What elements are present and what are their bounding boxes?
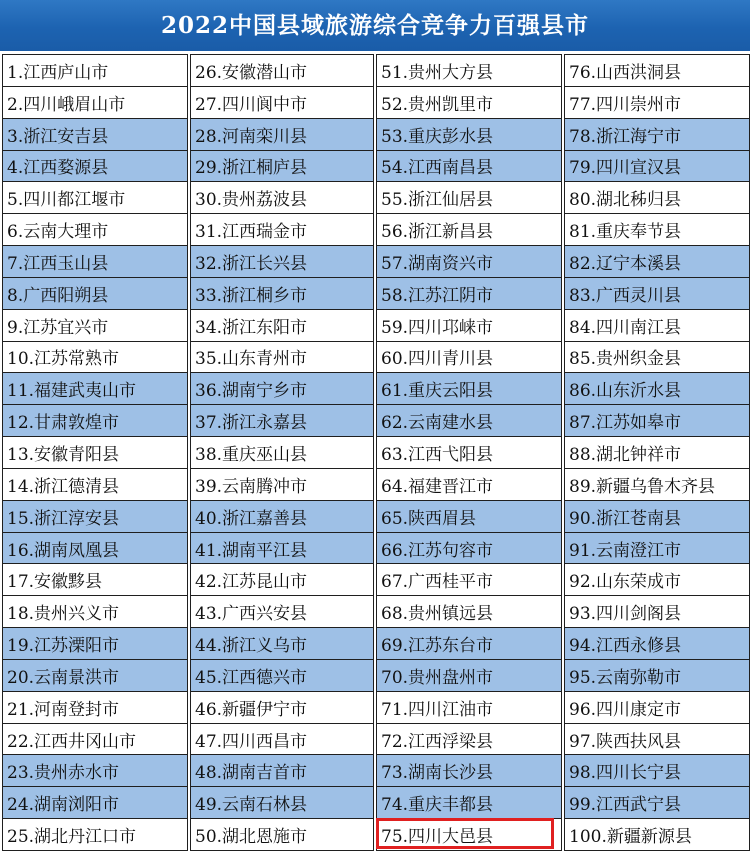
ranking-column bbox=[190, 54, 374, 851]
ranking-cell: 74.重庆丰都县 bbox=[377, 787, 561, 819]
ranking-cell: 40.浙江嘉善县 bbox=[191, 501, 373, 533]
ranking-cell: 53.重庆彭水县 bbox=[377, 119, 561, 151]
ranking-cell: 59.四川邛崃市 bbox=[377, 310, 561, 342]
ranking-cell: 34.浙江东阳市 bbox=[191, 310, 373, 342]
ranking-cell: 30.贵州荔波县 bbox=[191, 182, 373, 214]
ranking-cell: 28.河南栾川县 bbox=[191, 119, 373, 151]
ranking-cell: 47.四川西昌市 bbox=[191, 724, 373, 756]
ranking-cell: 87.江苏如皋市 bbox=[565, 405, 749, 437]
ranking-cell: 85.贵州织金县 bbox=[565, 342, 749, 374]
ranking-cell: 67.广西桂平市 bbox=[377, 564, 561, 596]
ranking-cell: 79.四川宣汉县 bbox=[565, 151, 749, 183]
ranking-cell: 68.贵州镇远县 bbox=[377, 596, 561, 628]
ranking-cell: 36.湖南宁乡市 bbox=[191, 373, 373, 405]
ranking-cell: 83.广西灵川县 bbox=[565, 278, 749, 310]
ranking-cell: 45.江西德兴市 bbox=[191, 660, 373, 692]
ranking-cell: 69.江苏东台市 bbox=[377, 628, 561, 660]
ranking-cell: 99.江西武宁县 bbox=[565, 787, 749, 819]
ranking-cell: 27.四川阆中市 bbox=[191, 87, 373, 119]
ranking-cell: 89.新疆乌鲁木齐县 bbox=[565, 469, 749, 501]
ranking-cell: 4.江西婺源县 bbox=[3, 151, 187, 183]
ranking-cell: 49.云南石林县 bbox=[191, 787, 373, 819]
ranking-cell: 56.浙江新昌县 bbox=[377, 214, 561, 246]
ranking-cell: 24.湖南浏阳市 bbox=[3, 787, 187, 819]
ranking-cell: 10.江苏常熟市 bbox=[3, 342, 187, 374]
ranking-cell: 63.江西弋阳县 bbox=[377, 437, 561, 469]
ranking-cell: 54.江西南昌县 bbox=[377, 151, 561, 183]
ranking-cell: 93.四川剑阁县 bbox=[565, 596, 749, 628]
ranking-cell: 5.四川都江堰市 bbox=[3, 182, 187, 214]
ranking-cell: 75.四川大邑县 bbox=[377, 819, 561, 851]
ranking-cell: 78.浙江海宁市 bbox=[565, 119, 749, 151]
ranking-cell: 94.江西永修县 bbox=[565, 628, 749, 660]
ranking-cell: 25.湖北丹江口市 bbox=[3, 819, 187, 851]
ranking-cell: 95.云南弥勒市 bbox=[565, 660, 749, 692]
ranking-cell: 88.湖北钟祥市 bbox=[565, 437, 749, 469]
ranking-cell: 66.江苏句容市 bbox=[377, 533, 561, 565]
ranking-cell: 42.江苏昆山市 bbox=[191, 564, 373, 596]
ranking-cell: 97.陕西扶风县 bbox=[565, 724, 749, 756]
ranking-cell: 8.广西阳朔县 bbox=[3, 278, 187, 310]
ranking-cell: 77.四川崇州市 bbox=[565, 87, 749, 119]
ranking-column bbox=[2, 54, 188, 851]
ranking-cell: 48.湖南吉首市 bbox=[191, 755, 373, 787]
ranking-cell: 100.新疆新源县 bbox=[565, 819, 749, 851]
ranking-cell: 2.四川峨眉山市 bbox=[3, 87, 187, 119]
ranking-cell: 82.辽宁本溪县 bbox=[565, 246, 749, 278]
ranking-cell: 70.贵州盘州市 bbox=[377, 660, 561, 692]
ranking-cell: 86.山东沂水县 bbox=[565, 373, 749, 405]
ranking-column bbox=[564, 54, 750, 851]
ranking-cell: 19.江苏溧阳市 bbox=[3, 628, 187, 660]
ranking-cell: 98.四川长宁县 bbox=[565, 755, 749, 787]
ranking-cell: 65.陕西眉县 bbox=[377, 501, 561, 533]
ranking-cell: 23.贵州赤水市 bbox=[3, 755, 187, 787]
ranking-cell: 92.山东荣成市 bbox=[565, 564, 749, 596]
ranking-cell: 14.浙江德清县 bbox=[3, 469, 187, 501]
ranking-cell: 17.安徽黟县 bbox=[3, 564, 187, 596]
ranking-cell: 13.安徽青阳县 bbox=[3, 437, 187, 469]
ranking-cell: 64.福建晋江市 bbox=[377, 469, 561, 501]
ranking-cell: 72.江西浮梁县 bbox=[377, 724, 561, 756]
ranking-cell: 22.江西井冈山市 bbox=[3, 724, 187, 756]
ranking-cell: 21.河南登封市 bbox=[3, 692, 187, 724]
ranking-cell: 61.重庆云阳县 bbox=[377, 373, 561, 405]
ranking-cell: 39.云南腾冲市 bbox=[191, 469, 373, 501]
ranking-cell: 20.云南景洪市 bbox=[3, 660, 187, 692]
ranking-cell: 16.湖南凤凰县 bbox=[3, 533, 187, 565]
ranking-cell: 62.云南建水县 bbox=[377, 405, 561, 437]
ranking-cell: 41.湖南平江县 bbox=[191, 533, 373, 565]
ranking-cell: 6.云南大理市 bbox=[3, 214, 187, 246]
ranking-cell: 84.四川南江县 bbox=[565, 310, 749, 342]
ranking-cell: 90.浙江苍南县 bbox=[565, 501, 749, 533]
ranking-column bbox=[376, 54, 562, 851]
ranking-cell: 81.重庆奉节县 bbox=[565, 214, 749, 246]
ranking-cell: 38.重庆巫山县 bbox=[191, 437, 373, 469]
ranking-cell: 26.安徽潜山市 bbox=[191, 55, 373, 87]
ranking-cell: 37.浙江永嘉县 bbox=[191, 405, 373, 437]
page-title: 2022中国县域旅游综合竞争力百强县市 bbox=[0, 0, 750, 51]
ranking-cell: 7.江西玉山县 bbox=[3, 246, 187, 278]
ranking-cell: 18.贵州兴义市 bbox=[3, 596, 187, 628]
ranking-cell: 60.四川青川县 bbox=[377, 342, 561, 374]
ranking-cell: 51.贵州大方县 bbox=[377, 55, 561, 87]
ranking-cell: 44.浙江义乌市 bbox=[191, 628, 373, 660]
ranking-cell: 31.江西瑞金市 bbox=[191, 214, 373, 246]
ranking-grid bbox=[2, 54, 750, 851]
ranking-cell: 11.福建武夷山市 bbox=[3, 373, 187, 405]
ranking-cell: 55.浙江仙居县 bbox=[377, 182, 561, 214]
ranking-cell: 29.浙江桐庐县 bbox=[191, 151, 373, 183]
ranking-cell: 76.山西洪洞县 bbox=[565, 55, 749, 87]
ranking-cell: 43.广西兴安县 bbox=[191, 596, 373, 628]
ranking-cell: 46.新疆伊宁市 bbox=[191, 692, 373, 724]
ranking-cell: 9.江苏宜兴市 bbox=[3, 310, 187, 342]
ranking-cell: 73.湖南长沙县 bbox=[377, 755, 561, 787]
ranking-cell: 96.四川康定市 bbox=[565, 692, 749, 724]
ranking-cell: 33.浙江桐乡市 bbox=[191, 278, 373, 310]
ranking-cell: 35.山东青州市 bbox=[191, 342, 373, 374]
ranking-cell: 52.贵州凯里市 bbox=[377, 87, 561, 119]
ranking-cell: 71.四川江油市 bbox=[377, 692, 561, 724]
ranking-cell: 80.湖北秭归县 bbox=[565, 182, 749, 214]
ranking-cell: 91.云南澄江市 bbox=[565, 533, 749, 565]
ranking-cell: 58.江苏江阴市 bbox=[377, 278, 561, 310]
ranking-cell: 15.浙江淳安县 bbox=[3, 501, 187, 533]
ranking-cell: 57.湖南资兴市 bbox=[377, 246, 561, 278]
ranking-cell: 50.湖北恩施市 bbox=[191, 819, 373, 851]
ranking-cell: 12.甘肃敦煌市 bbox=[3, 405, 187, 437]
ranking-cell: 32.浙江长兴县 bbox=[191, 246, 373, 278]
ranking-cell: 3.浙江安吉县 bbox=[3, 119, 187, 151]
ranking-cell: 1.江西庐山市 bbox=[3, 55, 187, 87]
